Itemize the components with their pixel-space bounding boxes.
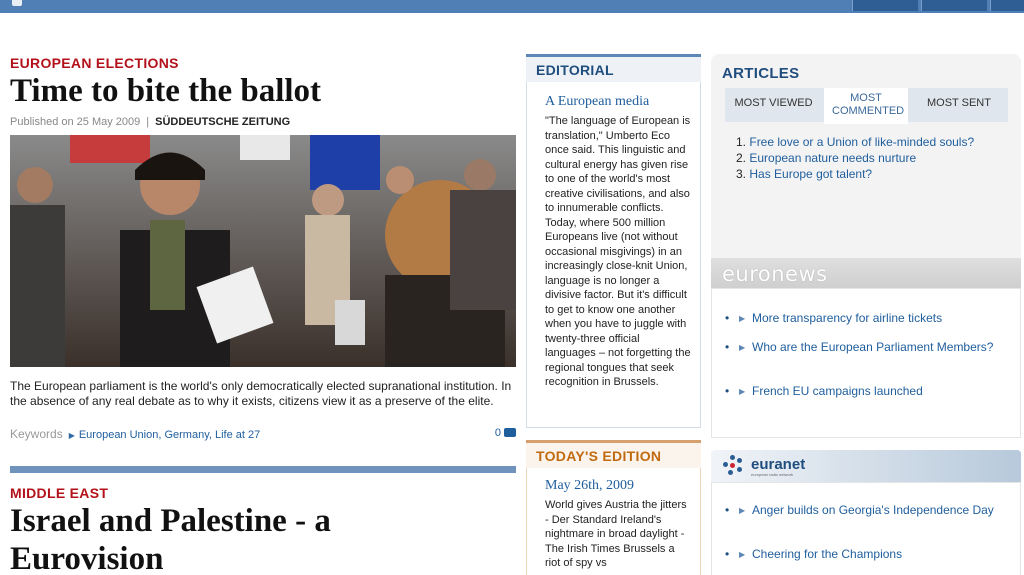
keyword-links[interactable]: European Union, Germany, Life at 27 xyxy=(78,429,261,441)
story-kicker[interactable]: EUROPEAN ELECTIONS xyxy=(10,55,179,71)
euronews-logo: euronews xyxy=(722,262,828,286)
euranet-bar[interactable] xyxy=(711,450,1021,482)
todays-edition-heading: TODAY'S EDITION xyxy=(526,440,701,468)
bullet-icon: • xyxy=(725,384,730,398)
edition-date[interactable]: May 26th, 2009 xyxy=(545,478,635,493)
arrow-right-icon: ▶ xyxy=(739,314,746,323)
list-item[interactable]: • ▶ More transparency for airline tickets xyxy=(725,311,943,325)
keywords-label: Keywords xyxy=(10,427,63,441)
list-item[interactable]: • ▶ French EU campaigns launched xyxy=(725,384,923,398)
arrow-right-icon: ▶ xyxy=(739,343,746,352)
published-date: Published on 25 May 2009 xyxy=(10,116,141,128)
article-link[interactable]: Free love or a Union of like-minded souls? xyxy=(749,135,975,149)
list-item[interactable]: • ▶ Cheering for the Champions xyxy=(725,547,903,561)
middle-column xyxy=(526,54,701,569)
story-headline[interactable]: Time to bite the ballot xyxy=(10,73,322,109)
bullet-icon: • xyxy=(725,311,730,325)
euranet-tagline: european radio network xyxy=(751,472,794,477)
articles-list xyxy=(736,134,974,182)
list-item: 2. European nature needs nurture xyxy=(736,151,917,165)
list-item: 3. Has Europe got talent? xyxy=(736,167,873,181)
euronews-bar[interactable] xyxy=(711,258,1021,288)
bullet-icon: • xyxy=(725,547,730,561)
tab-most-viewed[interactable]: MOST VIEWED xyxy=(734,97,813,109)
todays-edition-body xyxy=(526,468,701,575)
editorial-title[interactable]: A European media xyxy=(545,94,650,109)
story2-kicker[interactable]: MIDDLE EAST xyxy=(10,485,109,501)
todays-edition-box xyxy=(526,440,701,575)
story-photo[interactable] xyxy=(10,135,516,367)
comment-count-link[interactable] xyxy=(495,427,516,439)
tab-most-commented[interactable]: MOST COMMENTED xyxy=(824,88,908,124)
list-item[interactable]: • ▶ Who are the European Parliament Members? xyxy=(725,340,994,354)
nav-tab-1[interactable] xyxy=(852,0,918,11)
story2-headline[interactable]: Israel and Palestine - a Eurovision xyxy=(10,503,331,575)
articles-tabs xyxy=(725,88,1008,122)
euranet-panel xyxy=(711,482,1021,575)
euranet-logo: euranet xyxy=(751,456,806,473)
editorial-text: "The language of European is translation," Umberto Eco once said. This linguistic and cultural energy has given rise to one of the world's most creative civilisations, and also to innumerable conflicts. Today, where 500 million Europeans live (not without occasional misgivings) in an increasingly close-knit Union, language is no longer a divisive factor. But it's difficult to get to know one another when you have to juggle with twenty-three official languages – not forgetting the regional tongues that seek recognition in Brussels. xyxy=(545,115,691,388)
arrow-right-icon: ▶ xyxy=(739,550,746,559)
euranet-logo-icon xyxy=(723,455,745,475)
story-divider xyxy=(10,466,516,473)
arrow-right-icon: ▶ xyxy=(739,387,746,396)
byline-separator: | xyxy=(146,116,150,128)
arrow-right-icon: ▶ xyxy=(739,506,746,515)
list-item[interactable]: • ▶ Anger builds on Georgia's Independence Day xyxy=(725,503,994,517)
story-source[interactable]: SÜDDEUTSCHE ZEITUNG xyxy=(155,116,291,128)
story-byline xyxy=(10,116,290,128)
editorial-box xyxy=(526,54,701,428)
nav-tab-2[interactable] xyxy=(921,0,987,11)
bullet-icon: • xyxy=(725,340,730,354)
crowd-photo-image xyxy=(10,135,516,367)
articles-heading: ARTICLES xyxy=(722,65,800,82)
tab-most-sent[interactable]: MOST SENT xyxy=(927,97,991,109)
edition-text[interactable]: World gives Austria the jitters - Der Standard Ireland's nightmare in broad daylight - The Irish Times Brussels a riot of spy vs xyxy=(545,499,687,569)
article-link[interactable]: European nature needs nurture xyxy=(749,151,917,165)
story-keywords xyxy=(10,427,516,441)
editorial-body xyxy=(526,82,701,428)
comment-bubble-icon xyxy=(504,428,516,437)
nav-home-icon[interactable] xyxy=(12,0,22,6)
article-link[interactable]: Has Europe got talent? xyxy=(749,167,873,181)
comment-count: 0 xyxy=(494,427,501,439)
story-summary: The European parliament is the world's only democratically elected supranational institution. In the absence of any real debate as to why it exists, citizens view it as a preserve of the elite. xyxy=(10,379,512,408)
bullet-icon: • xyxy=(725,503,730,517)
nav-tab-3[interactable] xyxy=(990,0,1024,11)
editorial-heading: EDITORIAL xyxy=(526,54,701,82)
top-nav-bar xyxy=(0,0,1024,13)
euronews-panel xyxy=(711,288,1021,438)
arrow-right-icon: ▶ xyxy=(68,431,75,440)
list-item: 1. Free love or a Union of like-minded souls? xyxy=(736,135,975,149)
